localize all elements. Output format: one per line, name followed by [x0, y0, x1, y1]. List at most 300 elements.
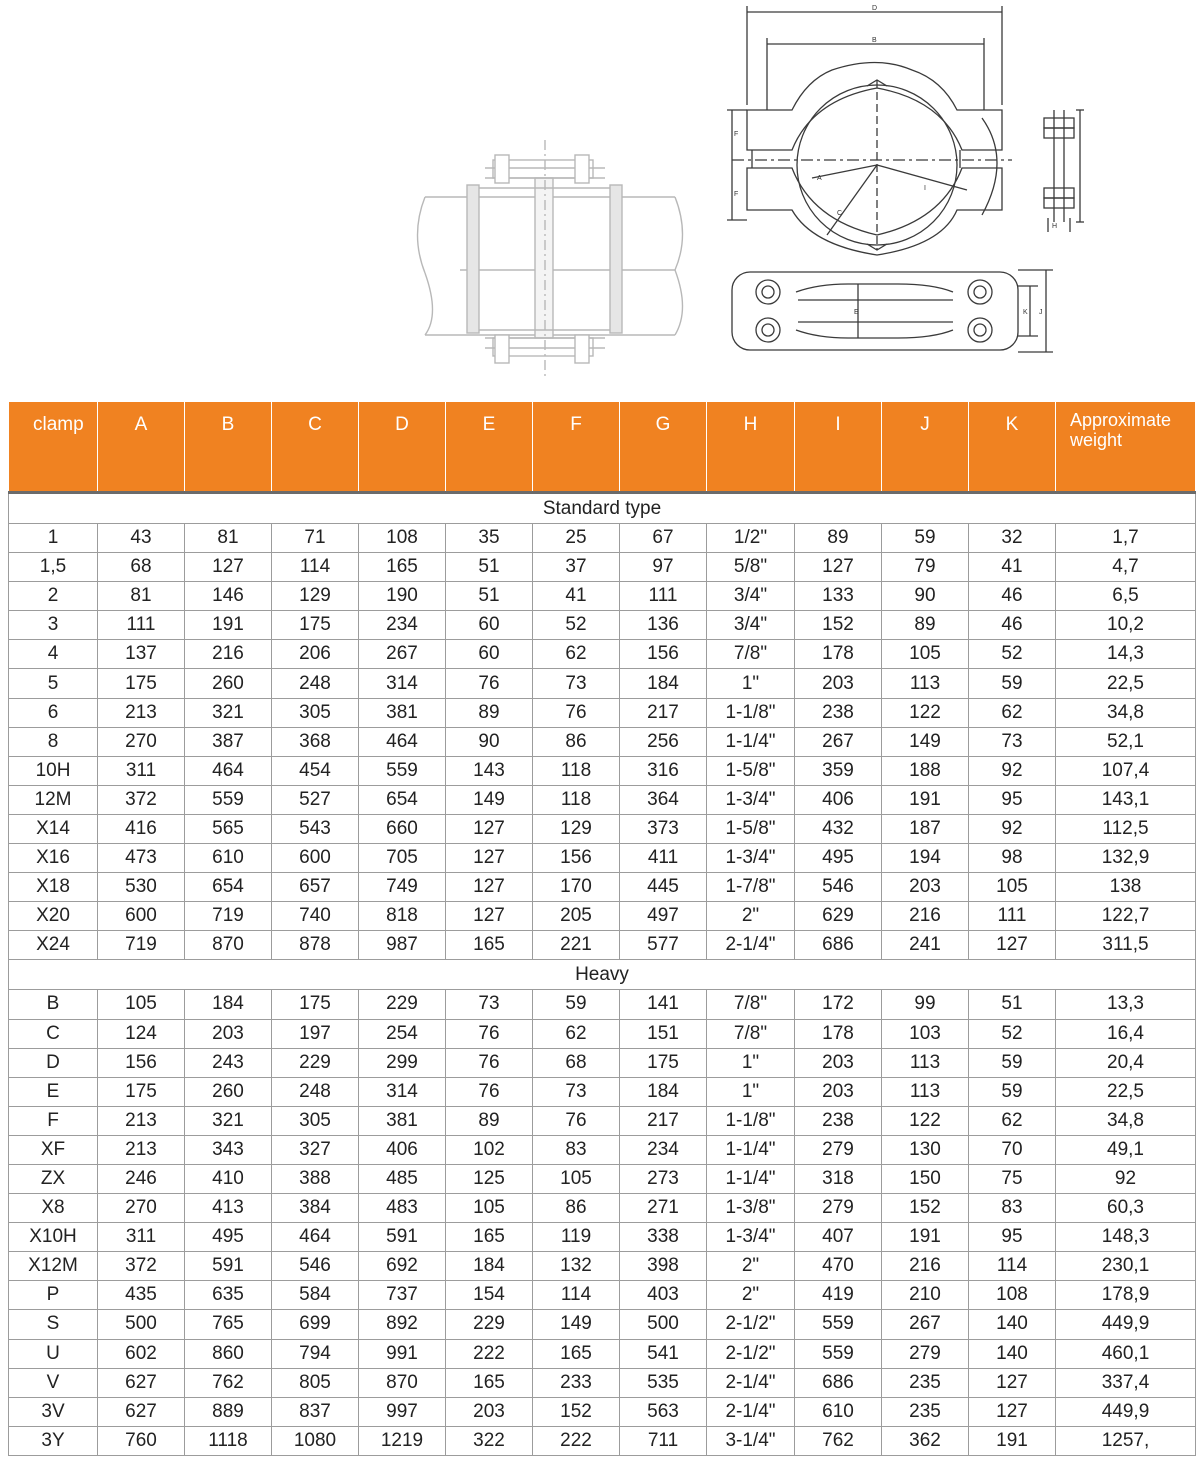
table-cell: 35: [446, 524, 533, 553]
clamp-size-cell: 6: [9, 698, 98, 727]
table-cell: 127: [969, 931, 1056, 960]
table-cell: 165: [446, 1368, 533, 1397]
table-cell: 217: [620, 698, 707, 727]
table-cell: 1": [707, 1077, 795, 1106]
table-cell: 90: [882, 582, 969, 611]
table-cell: 213: [98, 698, 185, 727]
table-cell: 818: [359, 902, 446, 931]
table-cell: 248: [272, 669, 359, 698]
table-cell: 495: [795, 844, 882, 873]
column-header: C: [272, 402, 359, 493]
table-cell: 114: [533, 1281, 620, 1310]
table-row: [9, 1194, 1196, 1223]
table-cell: 137: [98, 640, 185, 669]
table-cell: 5/8": [707, 553, 795, 582]
table-cell: 299: [359, 1048, 446, 1077]
table-cell: 2": [707, 1252, 795, 1281]
table-cell: 76: [446, 1048, 533, 1077]
dim-label-b: B: [872, 37, 877, 44]
table-cell: 627: [98, 1368, 185, 1397]
table-row: [9, 1048, 1196, 1077]
table-cell: 384: [272, 1194, 359, 1223]
table-cell: 129: [272, 582, 359, 611]
clamp-size-cell: 8: [9, 727, 98, 756]
table-cell: 535: [620, 1368, 707, 1397]
table-cell: 105: [98, 990, 185, 1019]
table-cell: 98: [969, 844, 1056, 873]
table-cell: 749: [359, 873, 446, 902]
clamp-size-cell: 4: [9, 640, 98, 669]
table-cell: 870: [185, 931, 272, 960]
table-row: [9, 1135, 1196, 1164]
table-cell: 184: [446, 1252, 533, 1281]
table-cell: 59: [533, 990, 620, 1019]
table-cell: 156: [98, 1048, 185, 1077]
table-cell: 113: [882, 669, 969, 698]
table-cell: 97: [620, 553, 707, 582]
table-row: [9, 698, 1196, 727]
dim-label-d: D: [872, 5, 878, 12]
table-cell: 1118: [185, 1426, 272, 1455]
table-cell: 149: [882, 727, 969, 756]
table-cell: 1257,: [1056, 1426, 1196, 1455]
column-header: A: [98, 402, 185, 493]
table-cell: 230,1: [1056, 1252, 1196, 1281]
table-cell: 76: [446, 669, 533, 698]
table-cell: 260: [185, 669, 272, 698]
table-cell: 152: [795, 611, 882, 640]
table-cell: 86: [533, 727, 620, 756]
table-cell: 127: [446, 902, 533, 931]
table-cell: 559: [185, 785, 272, 814]
clamp-size-cell: 3V: [9, 1397, 98, 1426]
table-cell: 190: [359, 582, 446, 611]
table-cell: 527: [272, 785, 359, 814]
table-cell: 3/4": [707, 582, 795, 611]
table-cell: 541: [620, 1339, 707, 1368]
table-cell: 92: [969, 756, 1056, 785]
table-cell: 314: [359, 1077, 446, 1106]
table-cell: 60: [446, 611, 533, 640]
table-cell: 62: [969, 698, 1056, 727]
section-title: Heavy: [9, 960, 1196, 990]
column-header: G: [620, 402, 707, 493]
table-cell: 133: [795, 582, 882, 611]
column-header: D: [359, 402, 446, 493]
table-cell: 256: [620, 727, 707, 756]
table-cell: 338: [620, 1223, 707, 1252]
table-cell: 34,8: [1056, 698, 1196, 727]
table-cell: 686: [795, 1368, 882, 1397]
table-cell: 178: [795, 640, 882, 669]
table-cell: 1-3/4": [707, 785, 795, 814]
table-cell: 43: [98, 524, 185, 553]
table-cell: 500: [98, 1310, 185, 1339]
table-cell: 152: [533, 1397, 620, 1426]
table-cell: 105: [969, 873, 1056, 902]
table-cell: 175: [98, 1077, 185, 1106]
table-cell: 627: [98, 1397, 185, 1426]
table-cell: 321: [185, 698, 272, 727]
table-cell: 449,9: [1056, 1310, 1196, 1339]
table-cell: 89: [882, 611, 969, 640]
table-cell: 270: [98, 727, 185, 756]
table-cell: 3/4": [707, 611, 795, 640]
table-cell: 762: [795, 1426, 882, 1455]
table-cell: 113: [882, 1077, 969, 1106]
table-cell: 591: [359, 1223, 446, 1252]
table-cell: 127: [446, 873, 533, 902]
table-row: [9, 582, 1196, 611]
table-cell: 83: [533, 1135, 620, 1164]
dim-label-k: K: [1023, 309, 1028, 316]
table-cell: 127: [446, 814, 533, 843]
table-cell: 559: [359, 756, 446, 785]
clamp-size-cell: E: [9, 1077, 98, 1106]
table-cell: 62: [533, 640, 620, 669]
table-cell: 460,1: [1056, 1339, 1196, 1368]
table-cell: 191: [882, 785, 969, 814]
table-cell: 368: [272, 727, 359, 756]
header-row: [9, 402, 1196, 493]
table-cell: 130: [882, 1135, 969, 1164]
table-cell: 222: [533, 1426, 620, 1455]
table-cell: 1/2": [707, 524, 795, 553]
table-cell: 997: [359, 1397, 446, 1426]
table-cell: 860: [185, 1339, 272, 1368]
table-cell: 837: [272, 1397, 359, 1426]
table-row: [9, 814, 1196, 843]
table-cell: 89: [446, 1106, 533, 1135]
table-cell: 305: [272, 1106, 359, 1135]
table-cell: 410: [185, 1164, 272, 1193]
table-cell: 13,3: [1056, 990, 1196, 1019]
table-cell: 1-5/8": [707, 756, 795, 785]
table-cell: 178,9: [1056, 1281, 1196, 1310]
table-cell: 2-1/4": [707, 931, 795, 960]
table-cell: 213: [98, 1135, 185, 1164]
table-cell: 175: [272, 990, 359, 1019]
table-cell: 563: [620, 1397, 707, 1426]
clamp-size-cell: X20: [9, 902, 98, 931]
table-cell: 267: [359, 640, 446, 669]
table-cell: 79: [882, 553, 969, 582]
table-cell: 229: [446, 1310, 533, 1339]
table-cell: 216: [882, 1252, 969, 1281]
table-cell: 2-1/4": [707, 1368, 795, 1397]
table-cell: 279: [795, 1135, 882, 1164]
table-cell: 406: [359, 1135, 446, 1164]
table-cell: 76: [533, 698, 620, 727]
table-row: [9, 1077, 1196, 1106]
clamp-size-cell: P: [9, 1281, 98, 1310]
table-cell: 119: [533, 1223, 620, 1252]
table-cell: 184: [620, 669, 707, 698]
table-cell: 194: [882, 844, 969, 873]
table-cell: 46: [969, 582, 1056, 611]
table-cell: 125: [446, 1164, 533, 1193]
table-body: [9, 493, 1196, 1456]
table-cell: 1-1/4": [707, 727, 795, 756]
table-cell: 248: [272, 1077, 359, 1106]
table-cell: 71: [272, 524, 359, 553]
table-cell: 165: [446, 931, 533, 960]
table-cell: 184: [620, 1077, 707, 1106]
table-cell: 76: [446, 1077, 533, 1106]
table-cell: 2-1/2": [707, 1339, 795, 1368]
table-cell: 381: [359, 698, 446, 727]
clamp-dimensions-table: [8, 401, 1196, 1456]
table-cell: 238: [795, 1106, 882, 1135]
table-cell: 203: [795, 1077, 882, 1106]
table-cell: 1-7/8": [707, 873, 795, 902]
table-cell: 737: [359, 1281, 446, 1310]
table-cell: 260: [185, 1077, 272, 1106]
table-cell: 107,4: [1056, 756, 1196, 785]
table-cell: 7/8": [707, 1019, 795, 1048]
table-cell: 178: [795, 1019, 882, 1048]
column-header: J: [882, 402, 969, 493]
table-cell: 407: [795, 1223, 882, 1252]
table-cell: 805: [272, 1368, 359, 1397]
table-cell: 143: [446, 756, 533, 785]
dim-label-i: I: [924, 185, 926, 192]
table-cell: 530: [98, 873, 185, 902]
table-cell: 191: [882, 1223, 969, 1252]
table-cell: 411: [620, 844, 707, 873]
table-cell: 81: [185, 524, 272, 553]
table-cell: 267: [882, 1310, 969, 1339]
table-cell: 305: [272, 698, 359, 727]
table-cell: 600: [98, 902, 185, 931]
table-cell: 546: [272, 1252, 359, 1281]
table-cell: 127: [969, 1397, 1056, 1426]
table-cell: 191: [969, 1426, 1056, 1455]
table-cell: 102: [446, 1135, 533, 1164]
table-cell: 175: [272, 611, 359, 640]
table-cell: 188: [882, 756, 969, 785]
table-cell: 20,4: [1056, 1048, 1196, 1077]
table-cell: 59: [969, 1048, 1056, 1077]
table-cell: 7/8": [707, 640, 795, 669]
table-cell: 246: [98, 1164, 185, 1193]
table-cell: 132: [533, 1252, 620, 1281]
table-cell: 321: [185, 1106, 272, 1135]
table-row: [9, 785, 1196, 814]
table-cell: 92: [1056, 1164, 1196, 1193]
table-cell: 140: [969, 1310, 1056, 1339]
table-cell: 103: [882, 1019, 969, 1048]
table-cell: 60,3: [1056, 1194, 1196, 1223]
table-cell: 41: [533, 582, 620, 611]
table-cell: 362: [882, 1426, 969, 1455]
table-cell: 322: [446, 1426, 533, 1455]
table-cell: 711: [620, 1426, 707, 1455]
table-row: [9, 524, 1196, 553]
table-cell: 991: [359, 1339, 446, 1368]
table-row: [9, 844, 1196, 873]
table-cell: 89: [446, 698, 533, 727]
table-cell: 762: [185, 1368, 272, 1397]
table-cell: 234: [620, 1135, 707, 1164]
table-cell: 68: [533, 1048, 620, 1077]
table-cell: 406: [795, 785, 882, 814]
table-cell: 73: [446, 990, 533, 1019]
table-cell: 388: [272, 1164, 359, 1193]
column-header: E: [446, 402, 533, 493]
table-cell: 90: [446, 727, 533, 756]
bolt-drawing: [1030, 100, 1090, 240]
table-cell: 156: [533, 844, 620, 873]
table-row: [9, 873, 1196, 902]
table-cell: 2": [707, 902, 795, 931]
table-cell: 205: [533, 902, 620, 931]
table-cell: 111: [98, 611, 185, 640]
table-cell: 267: [795, 727, 882, 756]
table-cell: 381: [359, 1106, 446, 1135]
clamp-size-cell: 1,5: [9, 553, 98, 582]
table-row: [9, 1397, 1196, 1426]
clamp-size-cell: ZX: [9, 1164, 98, 1193]
table-cell: 629: [795, 902, 882, 931]
table-cell: 1-1/8": [707, 1106, 795, 1135]
table-cell: 114: [969, 1252, 1056, 1281]
table-cell: 203: [795, 1048, 882, 1077]
table-cell: 62: [969, 1106, 1056, 1135]
table-cell: 1-1/4": [707, 1164, 795, 1193]
table-header: [9, 402, 1196, 493]
table-cell: 149: [446, 785, 533, 814]
table-cell: 49,1: [1056, 1135, 1196, 1164]
table-cell: 222: [446, 1339, 533, 1368]
table-row: [9, 669, 1196, 698]
table-cell: 111: [620, 582, 707, 611]
table-cell: 416: [98, 814, 185, 843]
column-header: K: [969, 402, 1056, 493]
table-cell: 235: [882, 1368, 969, 1397]
clamp-size-cell: X8: [9, 1194, 98, 1223]
table-cell: 16,4: [1056, 1019, 1196, 1048]
table-cell: 52: [969, 1019, 1056, 1048]
table-cell: 565: [185, 814, 272, 843]
table-row: [9, 1310, 1196, 1339]
table-cell: 22,5: [1056, 669, 1196, 698]
table-cell: 156: [620, 640, 707, 669]
table-cell: 279: [795, 1194, 882, 1223]
table-cell: 1080: [272, 1426, 359, 1455]
table-cell: 243: [185, 1048, 272, 1077]
dim-label-j: J: [1039, 309, 1043, 316]
table-cell: 403: [620, 1281, 707, 1310]
table-cell: 372: [98, 1252, 185, 1281]
table-cell: 543: [272, 814, 359, 843]
column-header: Approximate weight: [1056, 402, 1196, 493]
table-cell: 112,5: [1056, 814, 1196, 843]
table-row: [9, 640, 1196, 669]
clamp-size-cell: U: [9, 1339, 98, 1368]
table-cell: 600: [272, 844, 359, 873]
table-cell: 318: [795, 1164, 882, 1193]
clamp-size-cell: 2: [9, 582, 98, 611]
table-cell: 4,7: [1056, 553, 1196, 582]
clamp-size-cell: 3Y: [9, 1426, 98, 1455]
table-cell: 149: [533, 1310, 620, 1339]
table-cell: 118: [533, 756, 620, 785]
table-cell: 432: [795, 814, 882, 843]
table-cell: 1,7: [1056, 524, 1196, 553]
table-cell: 76: [446, 1019, 533, 1048]
table-cell: 987: [359, 931, 446, 960]
table-row: [9, 611, 1196, 640]
table-cell: 108: [969, 1281, 1056, 1310]
table-row: [9, 727, 1196, 756]
clamp-size-cell: F: [9, 1106, 98, 1135]
table-cell: 165: [446, 1223, 533, 1252]
table-cell: 34,8: [1056, 1106, 1196, 1135]
table-cell: 172: [795, 990, 882, 1019]
table-cell: 327: [272, 1135, 359, 1164]
table-cell: 46: [969, 611, 1056, 640]
table-cell: 889: [185, 1397, 272, 1426]
table-cell: 359: [795, 756, 882, 785]
table-cell: 25: [533, 524, 620, 553]
table-cell: 233: [533, 1368, 620, 1397]
table-cell: 546: [795, 873, 882, 902]
table-cell: 127: [795, 553, 882, 582]
column-header: I: [795, 402, 882, 493]
table-cell: 6,5: [1056, 582, 1196, 611]
table-cell: 129: [533, 814, 620, 843]
table-cell: 454: [272, 756, 359, 785]
table-cell: 52: [533, 611, 620, 640]
table-cell: 108: [359, 524, 446, 553]
table-cell: 138: [1056, 873, 1196, 902]
table-cell: 311: [98, 756, 185, 785]
clamp-size-cell: XF: [9, 1135, 98, 1164]
table-cell: 132,9: [1056, 844, 1196, 873]
table-cell: 165: [533, 1339, 620, 1368]
dim-label-h: H: [1052, 223, 1058, 230]
table-cell: 719: [98, 931, 185, 960]
table-cell: 32: [969, 524, 1056, 553]
table-cell: 654: [185, 873, 272, 902]
column-header: B: [185, 402, 272, 493]
table-cell: 686: [795, 931, 882, 960]
table-row: [9, 1426, 1196, 1455]
table-cell: 464: [272, 1223, 359, 1252]
table-cell: 203: [185, 1019, 272, 1048]
table-cell: 7/8": [707, 990, 795, 1019]
table-cell: 148,3: [1056, 1223, 1196, 1252]
table-cell: 485: [359, 1164, 446, 1193]
table-cell: 364: [620, 785, 707, 814]
table-cell: 22,5: [1056, 1077, 1196, 1106]
dim-label-c: C: [837, 210, 843, 217]
table-cell: 1-1/8": [707, 698, 795, 727]
table-cell: 51: [446, 582, 533, 611]
clamp-size-cell: X10H: [9, 1223, 98, 1252]
table-cell: 892: [359, 1310, 446, 1339]
table-cell: 270: [98, 1194, 185, 1223]
table-cell: 127: [969, 1368, 1056, 1397]
table-cell: 740: [272, 902, 359, 931]
table-cell: 51: [446, 553, 533, 582]
table-cell: 150: [882, 1164, 969, 1193]
clamp-size-cell: X18: [9, 873, 98, 902]
table-row: [9, 1164, 1196, 1193]
table-cell: 95: [969, 1223, 1056, 1252]
table-cell: 235: [882, 1397, 969, 1426]
